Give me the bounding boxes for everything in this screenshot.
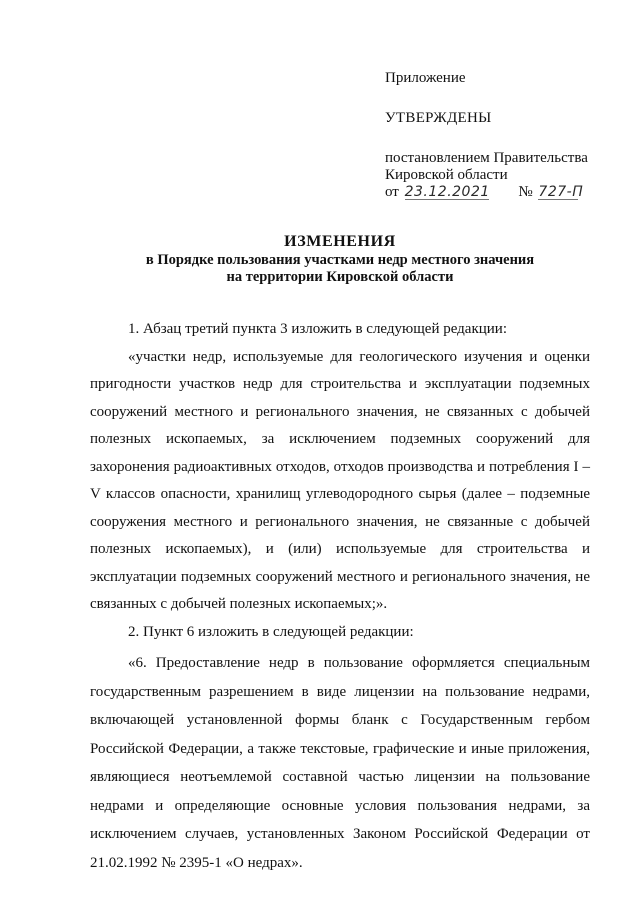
from-label: от bbox=[385, 184, 399, 200]
decree-date-number-line bbox=[385, 184, 625, 201]
heading-subtitle-line-1: в Порядке пользования участками недр местного значения bbox=[145, 252, 535, 268]
item-1-quote: «участки недр, используемые для геологического изучения и оценки пригодности участков недр для строительства и эксплуатации подземных сооружений местного и регионального значения, не связанных с добычей полезных ископаемых, за исключением подземных сооружений для захоронения радиоактивных отходов, отходов производства и потребления I – V классов опасности, хранилищ углеводородного сырья (далее – подземные сооружения местного и регионального значения, не связанные с добычей полезных ископаемых), и (или) используемые для строительства и эксплуатации подземных сооружений местного и регионального значения, не связанных с добычей полезных ископаемых;». bbox=[90, 348, 590, 612]
decree-reference bbox=[385, 150, 625, 201]
document-body bbox=[90, 316, 590, 877]
decree-line-2: Кировской области bbox=[385, 167, 508, 183]
heading-title: ИЗМЕНЕНИЯ bbox=[284, 233, 396, 250]
decree-line-1: постановлением Правительства bbox=[385, 150, 588, 166]
handwritten-number: 727-П bbox=[538, 184, 584, 200]
item-2-intro: 2. Пункт 6 изложить в следующей редакции: bbox=[128, 623, 414, 640]
heading-subtitle-line-2: на территории Кировской области bbox=[226, 269, 454, 285]
approved-label: УТВЕРЖДЕНЫ bbox=[385, 110, 492, 126]
document-heading bbox=[90, 233, 590, 286]
appendix-label: Приложение bbox=[385, 70, 466, 86]
approval-block bbox=[385, 70, 625, 201]
handwritten-date: 23.12.2021 bbox=[404, 184, 490, 200]
item-1-intro: 1. Абзац третий пункта 3 изложить в следующей редакции: bbox=[128, 321, 508, 337]
number-label: № bbox=[518, 184, 533, 200]
item-2-quote: «6. Предоставление недр в пользование оформляется специальным государственным разрешением в виде лицензии на пользование недрами, включающей установленной формы бланк с Государственным гербом Российской Федерации, а также текстовые, графические и иные приложения, являющиеся неотъемлемой составной частью лицензии на пользование недрами и определяющие основные условия пользования недрами, за исключением случаев, установленных Законом Российской Федерации от 21.02.1992 № 2395-1 «О недрах». bbox=[90, 655, 590, 871]
